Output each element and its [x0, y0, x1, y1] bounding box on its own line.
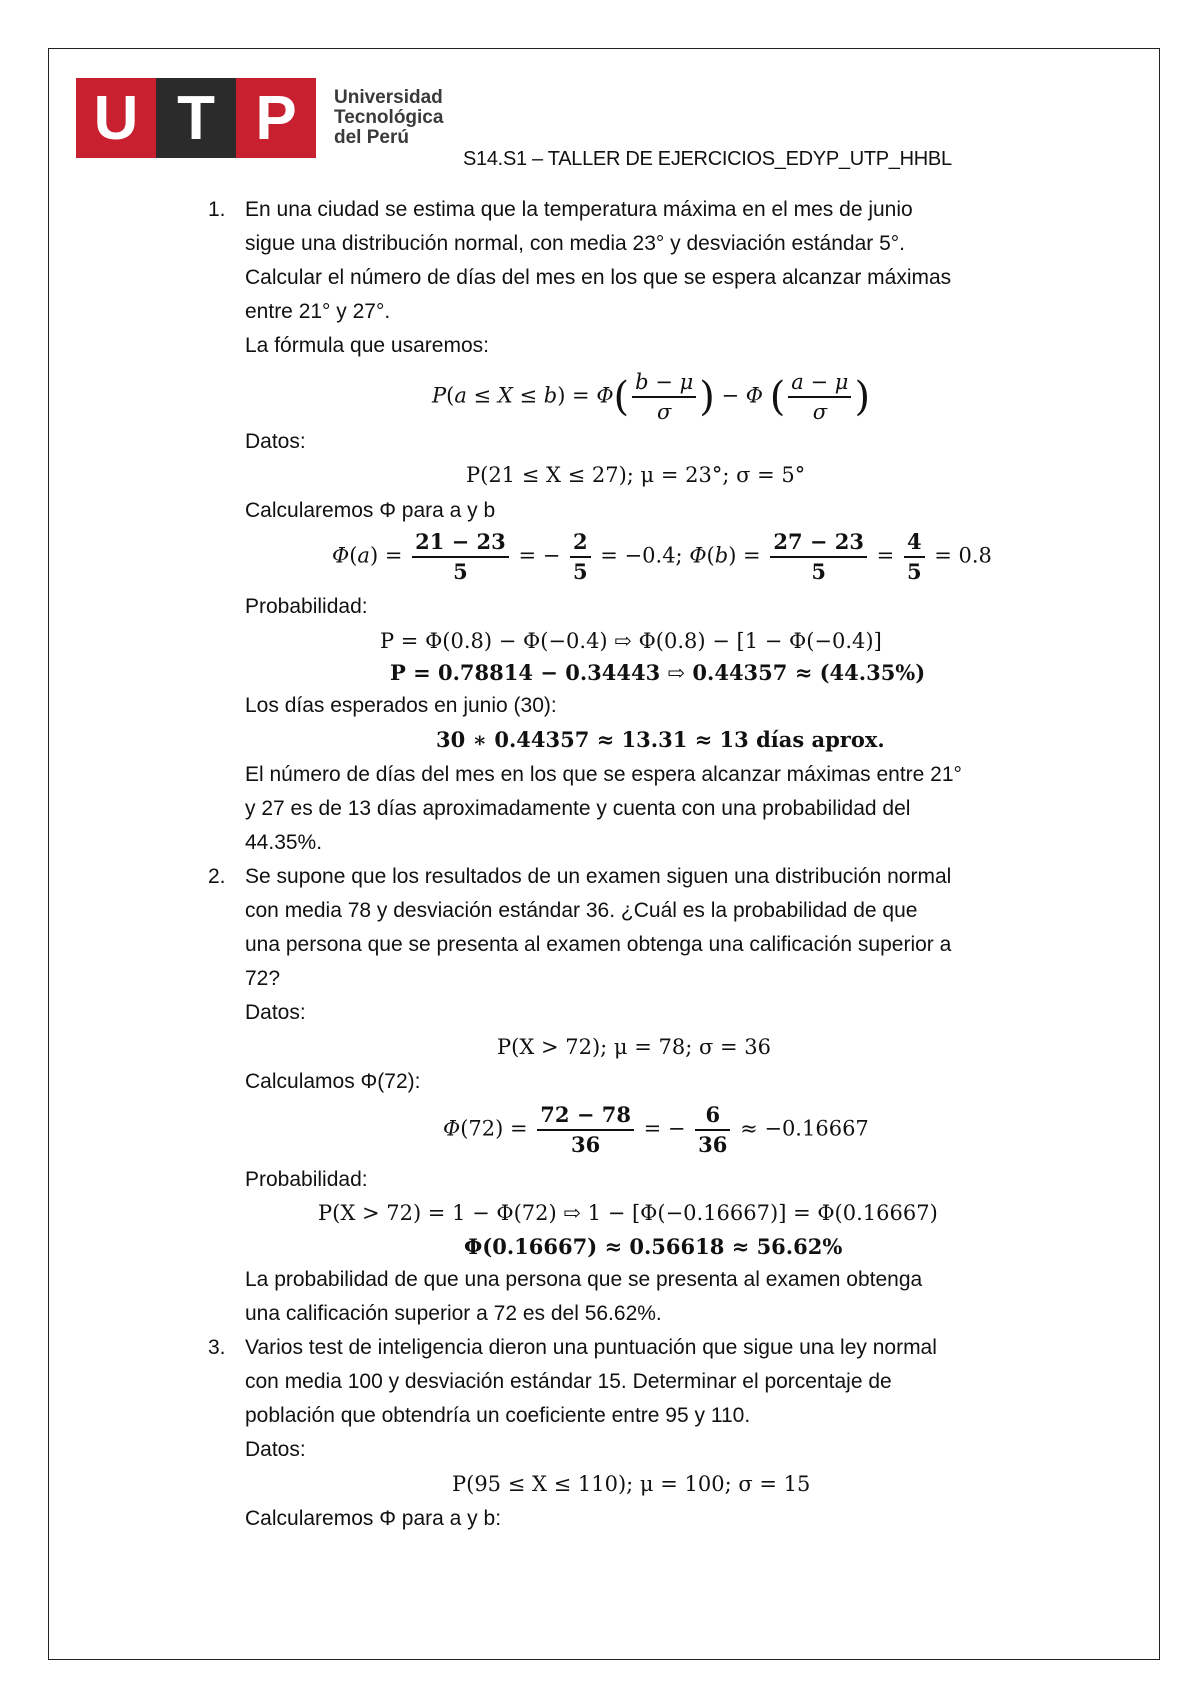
- ex1-prob-equation-2: P = 0.78814 − 0.34443 ⇨ 0.44357 ≈ (44.35%): [390, 660, 926, 685]
- logo-text: [334, 88, 443, 148]
- ex1-dias-label: Los días esperados en junio (30):: [245, 694, 557, 717]
- ex3-line: con media 100 y desviación estándar 15. Determinar el porcentaje de: [245, 1370, 892, 1393]
- ex2-line: con media 78 y desviación estándar 36. ¿Cuál es la probabilidad de que: [245, 899, 918, 922]
- ex1-line: En una ciudad se estima que la temperatura máxima en el mes de junio: [245, 198, 913, 221]
- ex3-line: población que obtendría un coeficiente entre 95 y 110.: [245, 1404, 751, 1427]
- ex2-prob-equation-2: Φ(0.16667) ≈ 0.56618 ≈ 56.62%: [464, 1234, 843, 1259]
- ex2-line: una persona que se presenta al examen obtenga una calificación superior a: [245, 933, 952, 956]
- logo-line-2: Tecnológica: [334, 107, 444, 128]
- ex1-conclusion-line: y 27 es de 13 días aproximadamente y cuenta con una probabilidad del: [245, 797, 911, 820]
- ex2-prob-equation-1: P(X > 72) = 1 − Φ(72) ⇨ 1 − [Φ(−0.16667)] = Φ(0.16667): [318, 1201, 938, 1225]
- ex2-datos-label: Datos:: [245, 1001, 306, 1024]
- logo-letter-t: T: [156, 78, 236, 158]
- ex2-conclusion-line: La probabilidad de que una persona que se presenta al examen obtenga: [245, 1268, 923, 1291]
- document-title: S14.S1 – TALLER DE EJERCICIOS_EDYP_UTP_HHBL: [463, 148, 952, 170]
- utp-logo: [76, 78, 443, 158]
- logo-letter-u: U: [76, 78, 156, 158]
- ex2-phi-calculation: Φ(72) = $\frac{72 - 78}{36}$ = − $\frac{6}{36}$ ≈ −0.16667: [443, 1102, 869, 1157]
- ex2-calc-label: Calculamos Φ(72):: [245, 1070, 421, 1093]
- ex1-line: Calcular el número de días del mes en los que se espera alcanzar máximas: [245, 266, 952, 289]
- logo-letter-p: P: [236, 78, 316, 158]
- ex1-calc-label: Calcularemos Φ para a y b: [245, 499, 496, 522]
- ex3-calc-label: Calcularemos Φ para a y b:: [245, 1507, 502, 1530]
- ex3-line: Varios test de inteligencia dieron una puntuación que sigue una ley normal: [245, 1336, 937, 1359]
- ex1-line: entre 21° y 27°.: [245, 300, 391, 323]
- ex1-datos-label: Datos:: [245, 430, 306, 453]
- exercise-3-number: 3.: [208, 1336, 226, 1359]
- exercise-1-number: 1.: [208, 198, 226, 221]
- normal-probability-formula: P(a ≤ X ≤ b) = Φ( $\frac{b - \mu}{\sigma}$ ) − Φ ( $\frac{a - \mu}{\sigma}$ ): [432, 370, 871, 424]
- exercise-2-number: 2.: [208, 865, 226, 888]
- ex1-line: La fórmula que usaremos:: [245, 334, 489, 357]
- ex2-line: 72?: [245, 967, 281, 990]
- ex1-line: sigue una distribución normal, con media 23° y desviación estándar 5°.: [245, 232, 906, 255]
- ex3-datos-label: Datos:: [245, 1438, 306, 1461]
- ex1-datos-equation: P(21 ≤ X ≤ 27); μ = 23°; σ = 5°: [466, 463, 806, 487]
- logo-line-3: del Perú: [334, 127, 409, 148]
- ex2-prob-label: Probabilidad:: [245, 1168, 368, 1191]
- ex1-conclusion-line: El número de días del mes en los que se espera alcanzar máximas entre 21°: [245, 763, 962, 786]
- ex1-phi-calculation: Φ(a) = $\frac{21 - 23}{5}$ = − $\frac{2}{5}$ = −0.4; Φ(b) = $\frac{27 - 23}{5}$ = $\frac{4}{5}$ = 0.8: [332, 529, 992, 584]
- ex2-line: Se supone que los resultados de un examen siguen una distribución normal: [245, 865, 952, 888]
- ex1-prob-equation-1: P = Φ(0.8) − Φ(−0.4) ⇨ Φ(0.8) − [1 − Φ(−0.4)]: [380, 629, 882, 653]
- ex1-prob-label: Probabilidad:: [245, 595, 368, 618]
- ex1-conclusion-line: 44.35%.: [245, 831, 323, 854]
- ex2-datos-equation: P(X > 72); μ = 78; σ = 36: [497, 1035, 771, 1059]
- ex2-conclusion-line: una calificación superior a 72 es del 56.62%.: [245, 1302, 662, 1325]
- ex1-dias-equation: 30 ∗ 0.44357 ≈ 13.31 ≈ 13 días aprox.: [436, 727, 885, 752]
- logo-line-1: Universidad: [334, 87, 443, 108]
- ex3-datos-equation: P(95 ≤ X ≤ 110); μ = 100; σ = 15: [452, 1472, 811, 1496]
